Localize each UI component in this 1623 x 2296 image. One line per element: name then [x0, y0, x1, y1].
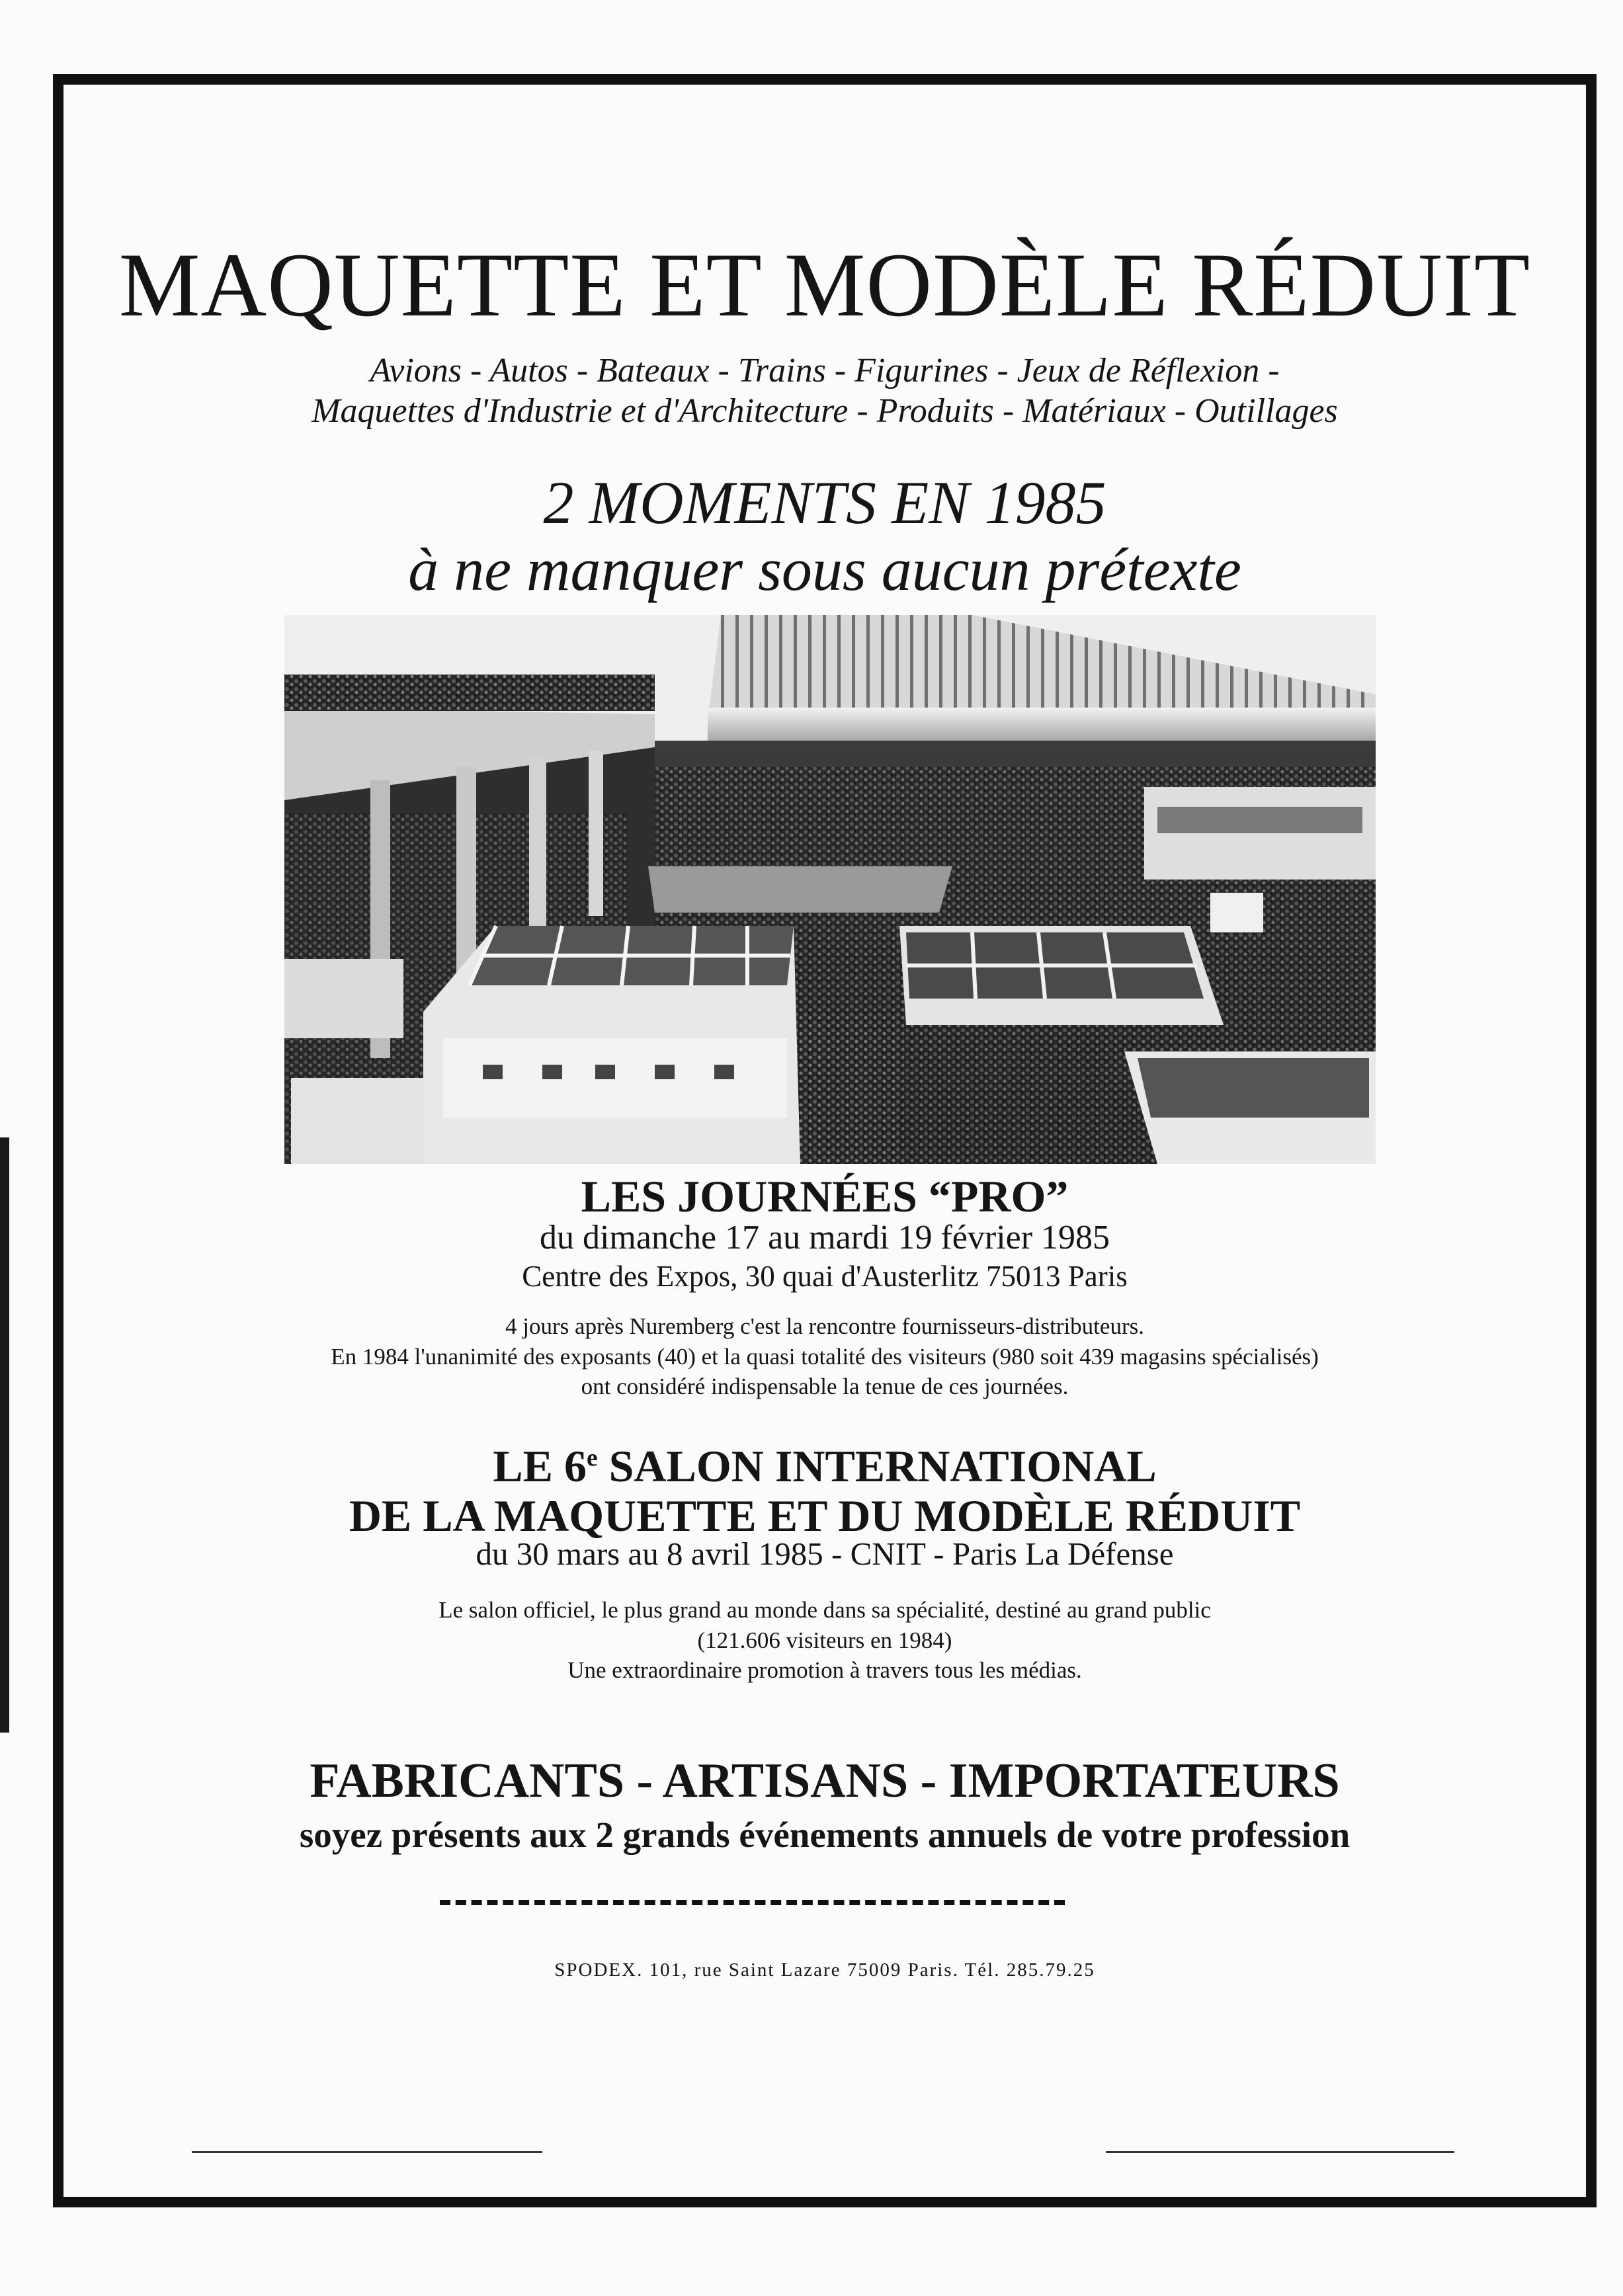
scan-edge-shadow — [0, 1137, 9, 1733]
exhibition-hall-photo — [284, 615, 1376, 1164]
footer-rule-right — [1106, 2151, 1454, 2153]
salon-desc-line-1: Le salon officiel, le plus grand au monde dans sa spécialité, destiné au grand public — [438, 1597, 1211, 1623]
pro-desc-line-1: 4 jours après Nuremberg c'est la rencontre fournisseurs-distributeurs. — [505, 1313, 1144, 1339]
salon-title-prefix: LE 6 — [493, 1441, 587, 1491]
audience-headline: FABRICANTS - ARTISANS - IMPORTATEURS — [310, 1754, 1340, 1808]
category-list — [63, 350, 1586, 432]
pro-days-title: LES JOURNÉES “PRO” — [581, 1171, 1069, 1221]
salon-desc-line-3: Une extraordinaire promotion à travers tous les médias. — [567, 1657, 1082, 1683]
audience-call-to-action: soyez présents aux 2 grands événements annuels de votre profession — [299, 1815, 1351, 1855]
pro-days-dates: du dimanche 17 au mardi 19 février 1985 — [539, 1219, 1110, 1256]
salon-title-line-2: DE LA MAQUETTE ET DU MODÈLE RÉDUIT — [349, 1490, 1301, 1541]
salon-description — [63, 1595, 1586, 1686]
salon-title-rest: SALON INTERNATIONAL — [597, 1441, 1157, 1491]
moments-headline — [63, 470, 1586, 603]
category-line-2: Maquettes d'Industrie et d'Architecture - Produits - Matériaux - Outillages — [312, 392, 1338, 430]
pro-desc-line-3: ont considéré indispensable la tenue de ces journées. — [581, 1374, 1069, 1399]
contact-address: SPODEX. 101, rue Saint Lazare 75009 Paris. Tél. 285.79.25 — [554, 1959, 1095, 1981]
pro-days-description — [63, 1311, 1586, 1402]
pro-desc-line-2: En 1984 l'unanimité des exposants (40) et la quasi totalité des visiteurs (980 soit 439 magasins spécialisés) — [331, 1343, 1319, 1370]
moments-line-1: 2 MOMENTS EN 1985 — [543, 469, 1106, 536]
pro-days-venue: Centre des Expos, 30 quai d'Austerlitz 75013 Paris — [522, 1260, 1128, 1293]
salon-dates: du 30 mars au 8 avril 1985 - CNIT - Paris La Défense — [476, 1536, 1174, 1572]
salon-title-line-1 — [63, 1442, 1586, 1491]
salon-title-ordinal: e — [586, 1444, 598, 1472]
category-line-1: Avions - Autos - Bateaux - Trains - Figurines - Jeux de Réflexion - — [370, 352, 1280, 390]
dashed-separator — [440, 1900, 1065, 1905]
footer-rule-left — [192, 2151, 542, 2153]
main-title: MAQUETTE ET MODÈLE RÉDUIT — [118, 234, 1531, 335]
salon-title — [63, 1442, 1586, 1541]
salon-desc-line-2: (121.606 visiteurs en 1984) — [697, 1627, 952, 1653]
moments-line-2: à ne manquer sous aucun prétexte — [408, 536, 1241, 604]
